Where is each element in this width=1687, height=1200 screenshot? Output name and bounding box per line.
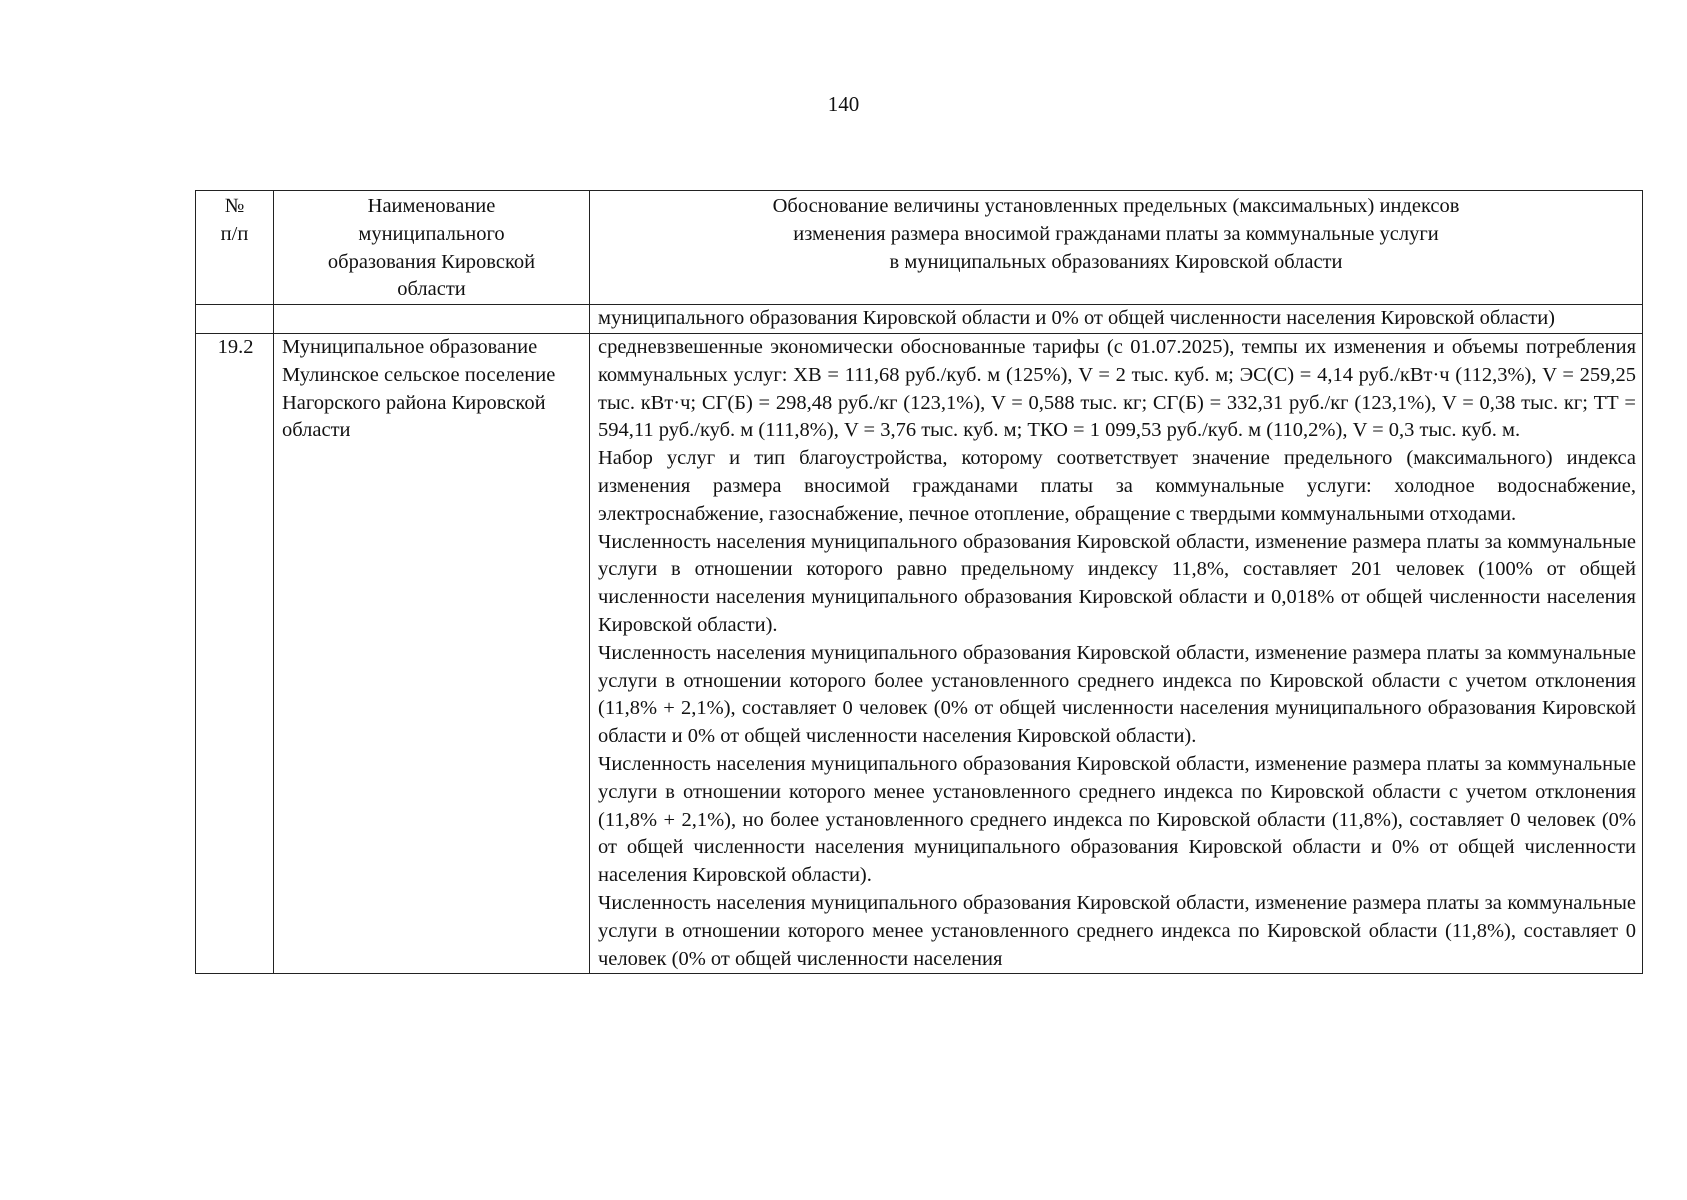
header-basis (590, 191, 1643, 305)
header-name-line: образования Кировской (327, 250, 536, 273)
table-row-continuation (196, 305, 1643, 334)
row-municipality-name: Муниципальное образование Мулинское сельское поселение Нагорского района Кировской области (274, 333, 590, 973)
header-number-line: п/п (220, 222, 249, 245)
row-basis-cell (590, 333, 1643, 973)
services-paragraph: Набор услуг и тип благоустройства, которому соответствует значение предельного (максимального) индекса изменения размера вносимой гражданами платы за коммунальные услуги: холодное водоснабжение, электроснабжение, газоснабжение, печное отопление, обращение с твердыми коммунальными отходами. (598, 447, 1636, 525)
continuation-name-cell (274, 305, 590, 334)
municipal-index-table (195, 190, 1643, 974)
header-basis-line: Обоснование величины установленных предельных (максимальных) индексов (772, 195, 1460, 217)
page-number: 140 (827, 92, 860, 116)
continuation-number-cell (196, 305, 274, 334)
header-number-line: № (224, 195, 245, 217)
population-between-paragraph: Численность населения муниципального образования Кировской области, изменение размера платы за коммунальные услуги в отношении которого менее установленного среднего индекса по Кировской области с учетом отклонения (11,8% + 2,1%), но более установленного среднего индекса по Кировской области (11,8%), составляет 0 человек (0% от общей численности населения муниципального образования Кировской области и 0% от общей численности населения Кировской области). (598, 752, 1636, 887)
header-basis-line: в муниципальных образованиях Кировской области (889, 250, 1343, 273)
table-header-row (196, 191, 1643, 305)
row-number-cell: 19.2 (196, 333, 274, 973)
population-below-paragraph: Численность населения муниципального образования Кировской области, изменение размера платы за коммунальные услуги в отношении которого менее установленного среднего индекса по Кировской области (11,8%), составляет 0 человек (0% от общей численности населения (598, 891, 1636, 970)
header-name-line: Наименование (367, 195, 496, 217)
table-row (196, 333, 1643, 973)
tariffs-paragraph: средневзвешенные экономически обоснованные тарифы (с 01.07.2025), темпы их изменения и объемы потребления коммунальных услуг: ХВ = 111,68 руб./куб. м (125%), V = 2 тыс. куб. м; ЭС(С) = 4,14 руб./кВт·ч (112,3%), V = 259,25 тыс. кВт·ч; СГ(Б) = 298,48 руб./кг (123,1%), V = 0,588 тыс. кг; СГ(Б) = 332,31 руб./кг (123,1%), V = 0,38 тыс. кг; ТТ = 594,11 руб./куб. м (111,8%), V = 3,76 тыс. куб. м; ТКО = 1 099,53 руб./куб. м (110,2%), V = 0,3 тыс. куб. м. (598, 335, 1636, 442)
header-name-line: области (397, 278, 466, 301)
population-above-paragraph: Численность населения муниципального образования Кировской области, изменение размера платы за коммунальные услуги в отношении которого более установленного среднего индекса по Кировской области с учетом отклонения (11,8% + 2,1%), составляет 0 человек (0% от общей численности населения муниципального образования Кировской области и 0% от общей численности населения Кировской области). (598, 641, 1636, 748)
population-equal-paragraph: Численность населения муниципального образования Кировской области, изменение размера платы за коммунальные услуги в отношении которого равно предельному индексу 11,8%, составляет 201 человек (100% от общей численности населения муниципального образования Кировской области и 0,018% от общей численности населения Кировской области). (598, 530, 1636, 636)
header-name-line: муниципального (358, 222, 505, 245)
continuation-text-cell (590, 305, 1643, 334)
header-municipality-name (274, 191, 590, 305)
header-number (196, 191, 274, 305)
continuation-paragraph: муниципального образования Кировской области и 0% от общей численности населения Кировской области) (598, 307, 1556, 330)
header-basis-line: изменения размера вносимой гражданами платы за коммунальные услуги (793, 222, 1439, 245)
